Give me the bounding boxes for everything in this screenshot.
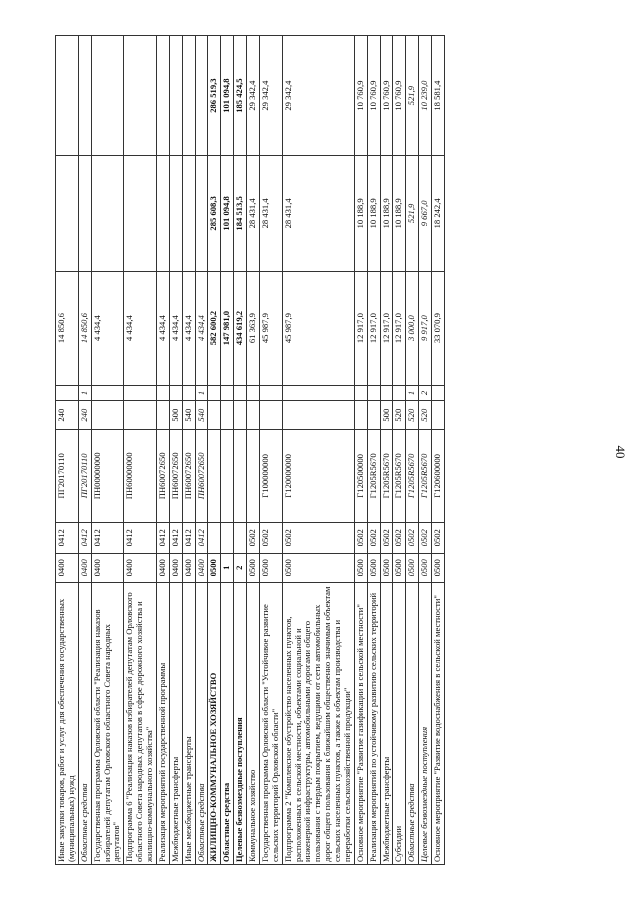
row-source-code — [432, 385, 445, 401]
row-code-rz — [234, 522, 247, 553]
row-amount-2: 18 242,4 — [432, 156, 445, 271]
row-name: Подпрограмма 6 "Реализация наказов избирателей депутатам Орловского областного Совета народных депутатов в сфере дорожного хозяйства и жилищно-коммунального хозяйства" — [124, 582, 157, 864]
row-amount-2: 28 431,4 — [259, 156, 282, 271]
row-amount-3: 10 760,9 — [380, 36, 393, 156]
table-row — [169, 36, 182, 865]
row-amount-3 — [124, 36, 157, 156]
row-target-article: ПН00000000 — [91, 430, 124, 523]
table-row — [56, 36, 79, 865]
row-source-code — [221, 385, 234, 401]
row-amount-1: 12 917,0 — [354, 271, 367, 385]
row-expense-type: 520 — [419, 401, 432, 430]
row-code-gr: 0400 — [182, 553, 195, 582]
table-row — [406, 36, 419, 865]
row-code-rz: 0412 — [169, 522, 182, 553]
row-amount-1: 45 987,9 — [259, 271, 282, 385]
row-expense-type: 540 — [195, 401, 208, 430]
row-expense-type — [91, 401, 124, 430]
table-row — [419, 36, 432, 865]
row-target-article — [221, 430, 234, 523]
row-amount-2 — [124, 156, 157, 271]
row-amount-1: 12 917,0 — [393, 271, 406, 385]
row-source-code — [393, 385, 406, 401]
row-amount-3: 10 760,9 — [354, 36, 367, 156]
row-code-rz: 0412 — [195, 522, 208, 553]
row-code-rz: 0502 — [419, 522, 432, 553]
row-amount-2 — [78, 156, 91, 271]
row-code-gr: 0500 — [282, 553, 354, 582]
row-target-article: ПГ20170110 — [78, 430, 91, 523]
row-amount-3 — [56, 36, 79, 156]
row-amount-3: 29 342,4 — [259, 36, 282, 156]
row-name: Государственная программа Орловской области "Устойчивое развитие сельских территорий Орловской области" — [259, 582, 282, 864]
row-expense-type — [282, 401, 354, 430]
row-name: Межбюджетные трансферты — [169, 582, 182, 864]
row-expense-type: 520 — [406, 401, 419, 430]
row-code-gr: 0400 — [169, 553, 182, 582]
row-code-rz — [221, 522, 234, 553]
row-code-gr: 1 — [221, 553, 234, 582]
row-code-rz: 0502 — [247, 522, 260, 553]
row-code-gr: 0500 — [247, 553, 260, 582]
row-source-code — [234, 385, 247, 401]
row-amount-3: 521,9 — [406, 36, 419, 156]
row-code-rz: 0412 — [156, 522, 169, 553]
row-name: Подпрограмма 2 "Комплексное обустройство населенных пунктов, расположенных в сельской местности, объектами социальной и инженерной инфраструктуры, автомобильными дорогами общего пользования с твердым покрытием, ведущими от сети автомобильных дорог общего пользования к ближайшим общественно значимым объектам сельских населенных пунктов, а также к объектам производства и переработки сельскохозяйственной продукции" — [282, 582, 354, 864]
row-amount-2: 285 608,3 — [208, 156, 221, 271]
table-row — [78, 36, 91, 865]
row-amount-3: 10 239,0 — [419, 36, 432, 156]
row-target-article: Г120600000 — [432, 430, 445, 523]
row-code-rz: 0502 — [367, 522, 380, 553]
row-code-gr: 0500 — [419, 553, 432, 582]
row-source-code — [169, 385, 182, 401]
row-code-rz: 0412 — [124, 522, 157, 553]
table-row — [182, 36, 195, 865]
row-amount-2: 10 188,9 — [393, 156, 406, 271]
row-name: Основное мероприятие "Развитие водоснабжения в сельской местности" — [432, 582, 445, 864]
row-amount-2 — [91, 156, 124, 271]
row-amount-3: 29 342,4 — [282, 36, 354, 156]
row-name: Областные средства — [406, 582, 419, 864]
row-target-article: Г1205R5670 — [380, 430, 393, 523]
row-source-code: 1 — [406, 385, 419, 401]
row-amount-3 — [182, 36, 195, 156]
table-row — [195, 36, 208, 865]
row-code-gr: 0500 — [367, 553, 380, 582]
row-name: Коммунальное хозяйство — [247, 582, 260, 864]
row-amount-1: 33 070,9 — [432, 271, 445, 385]
row-amount-1: 12 917,0 — [380, 271, 393, 385]
row-amount-2: 9 667,0 — [419, 156, 432, 271]
row-target-article: Г1205R5670 — [367, 430, 380, 523]
row-source-code — [182, 385, 195, 401]
table-row — [432, 36, 445, 865]
row-target-article: ПН60072650 — [182, 430, 195, 523]
row-source-code — [380, 385, 393, 401]
row-amount-2 — [195, 156, 208, 271]
row-amount-3 — [78, 36, 91, 156]
row-amount-2: 184 513,5 — [234, 156, 247, 271]
budget-table — [55, 35, 445, 865]
row-code-rz: 0412 — [182, 522, 195, 553]
row-amount-1: 582 600,2 — [208, 271, 221, 385]
row-target-article: ПН60000000 — [124, 430, 157, 523]
table-row — [91, 36, 124, 865]
row-code-rz: 0502 — [354, 522, 367, 553]
row-amount-3 — [169, 36, 182, 156]
row-expense-type — [247, 401, 260, 430]
row-target-article: Г1205R5670 — [419, 430, 432, 523]
table-row — [259, 36, 282, 865]
row-source-code — [56, 385, 79, 401]
row-amount-2: 10 188,9 — [380, 156, 393, 271]
row-target-article: ПН60072650 — [169, 430, 182, 523]
row-amount-1: 4 434,4 — [156, 271, 169, 385]
row-code-rz: 0502 — [282, 522, 354, 553]
row-target-article: Г1205R5670 — [393, 430, 406, 523]
row-source-code — [124, 385, 157, 401]
row-amount-2: 101 094,8 — [221, 156, 234, 271]
row-source-code: 2 — [419, 385, 432, 401]
row-expense-type: 540 — [182, 401, 195, 430]
table-row — [393, 36, 406, 865]
table-row — [367, 36, 380, 865]
row-code-gr: 0400 — [56, 553, 79, 582]
row-amount-1: 61 363,9 — [247, 271, 260, 385]
row-code-rz: 0412 — [91, 522, 124, 553]
row-source-code — [259, 385, 282, 401]
row-amount-2: 521,9 — [406, 156, 419, 271]
row-name: Субсидии — [393, 582, 406, 864]
row-amount-1: 4 434,4 — [182, 271, 195, 385]
row-source-code — [354, 385, 367, 401]
row-source-code: 1 — [195, 385, 208, 401]
row-amount-1: 4 434,4 — [124, 271, 157, 385]
row-code-gr: 0500 — [432, 553, 445, 582]
row-amount-3: 10 760,9 — [367, 36, 380, 156]
row-expense-type — [432, 401, 445, 430]
row-target-article: Г120000000 — [282, 430, 354, 523]
row-code-gr: 0500 — [406, 553, 419, 582]
row-amount-2 — [182, 156, 195, 271]
row-code-gr: 0400 — [156, 553, 169, 582]
row-name: Межбюджетные трансферты — [380, 582, 393, 864]
row-name: Областные средства — [195, 582, 208, 864]
row-target-article: ПН60072650 — [156, 430, 169, 523]
row-amount-1: 45 987,9 — [282, 271, 354, 385]
row-name: Целевые безвозмездные поступления — [419, 582, 432, 864]
row-amount-1: 14 850,6 — [56, 271, 79, 385]
row-source-code — [156, 385, 169, 401]
row-amount-1: 14 850,6 — [78, 271, 91, 385]
row-name: Государственная программа Орловской области "Реализация наказов избирателей депутатам Орловского областного Совета народных депутатов" — [91, 582, 124, 864]
row-amount-3 — [195, 36, 208, 156]
row-code-gr: 0500 — [393, 553, 406, 582]
row-amount-3: 101 094,8 — [221, 36, 234, 156]
row-source-code — [282, 385, 354, 401]
row-target-article — [247, 430, 260, 523]
row-amount-2: 28 431,4 — [247, 156, 260, 271]
row-expense-type — [221, 401, 234, 430]
table-row — [282, 36, 354, 865]
row-name: Реализация мероприятий государственной программы — [156, 582, 169, 864]
row-name: ЖИЛИЩНО-КОММУНАЛЬНОЕ ХОЗЯЙСТВО — [208, 582, 221, 864]
row-amount-2 — [169, 156, 182, 271]
page-number: 40 — [613, 445, 628, 459]
row-code-rz: 0502 — [259, 522, 282, 553]
row-source-code — [208, 385, 221, 401]
row-code-gr: 2 — [234, 553, 247, 582]
row-expense-type — [124, 401, 157, 430]
row-expense-type — [367, 401, 380, 430]
row-amount-2: 28 431,4 — [282, 156, 354, 271]
row-amount-1: 434 619,2 — [234, 271, 247, 385]
row-name: Иные закупки товаров, работ и услуг для обеспечения государственных (муниципальных) нужд — [56, 582, 79, 864]
table-row — [208, 36, 221, 865]
row-expense-type: 520 — [393, 401, 406, 430]
row-amount-3 — [156, 36, 169, 156]
row-name: Областные средства — [78, 582, 91, 864]
row-expense-type — [208, 401, 221, 430]
row-amount-3 — [91, 36, 124, 156]
row-code-rz — [208, 522, 221, 553]
table-row — [221, 36, 234, 865]
row-source-code: 1 — [78, 385, 91, 401]
row-code-rz: 0502 — [406, 522, 419, 553]
row-expense-type: 240 — [78, 401, 91, 430]
row-name: Реализация мероприятий по устойчивому развитию сельских территорий — [367, 582, 380, 864]
row-target-article: Г1205R5670 — [406, 430, 419, 523]
row-code-rz: 0502 — [432, 522, 445, 553]
row-source-code — [91, 385, 124, 401]
row-amount-1: 12 917,0 — [367, 271, 380, 385]
row-source-code — [247, 385, 260, 401]
row-source-code — [367, 385, 380, 401]
row-amount-1: 147 981,0 — [221, 271, 234, 385]
table-row — [354, 36, 367, 865]
budget-table-body — [56, 36, 445, 865]
row-amount-2: 10 188,9 — [367, 156, 380, 271]
row-code-gr: 0400 — [195, 553, 208, 582]
table-row — [156, 36, 169, 865]
row-name: Целевые безвозмездные поступления — [234, 582, 247, 864]
row-code-gr: 0400 — [124, 553, 157, 582]
row-code-gr: 0500 — [354, 553, 367, 582]
row-target-article — [208, 430, 221, 523]
row-code-rz: 0412 — [56, 522, 79, 553]
row-amount-2 — [56, 156, 79, 271]
row-code-rz: 0502 — [393, 522, 406, 553]
row-code-rz: 0412 — [78, 522, 91, 553]
row-amount-3: 18 581,4 — [432, 36, 445, 156]
row-amount-1: 9 917,0 — [419, 271, 432, 385]
row-code-gr: 0400 — [78, 553, 91, 582]
row-amount-3: 185 424,5 — [234, 36, 247, 156]
row-expense-type: 500 — [380, 401, 393, 430]
budget-table-sheet — [55, 35, 600, 865]
row-name: Иные межбюджетные трансферты — [182, 582, 195, 864]
row-name: Основное мероприятие "Развитие газификации в сельской местности" — [354, 582, 367, 864]
row-target-article: Г120500000 — [354, 430, 367, 523]
row-amount-1: 4 434,4 — [91, 271, 124, 385]
table-row — [380, 36, 393, 865]
row-target-article: ПН60072650 — [195, 430, 208, 523]
table-row — [124, 36, 157, 865]
row-amount-3: 10 760,9 — [393, 36, 406, 156]
row-amount-1: 4 434,4 — [169, 271, 182, 385]
row-amount-3: 286 519,3 — [208, 36, 221, 156]
row-amount-3: 29 342,4 — [247, 36, 260, 156]
row-amount-2 — [156, 156, 169, 271]
row-expense-type — [259, 401, 282, 430]
row-expense-type — [234, 401, 247, 430]
row-code-gr: 0500 — [259, 553, 282, 582]
row-target-article: ПГ20170110 — [56, 430, 79, 523]
row-amount-1: 4 434,4 — [195, 271, 208, 385]
row-code-rz: 0502 — [380, 522, 393, 553]
row-code-gr: 0500 — [208, 553, 221, 582]
row-target-article — [234, 430, 247, 523]
row-amount-2: 10 188,9 — [354, 156, 367, 271]
row-code-gr: 0400 — [91, 553, 124, 582]
row-expense-type: 240 — [56, 401, 79, 430]
row-code-gr: 0500 — [380, 553, 393, 582]
row-amount-1: 3 000,0 — [406, 271, 419, 385]
row-expense-type — [354, 401, 367, 430]
row-expense-type: 500 — [169, 401, 182, 430]
row-target-article: Г100000000 — [259, 430, 282, 523]
row-name: Областные средства — [221, 582, 234, 864]
row-expense-type — [156, 401, 169, 430]
table-row — [247, 36, 260, 865]
table-row — [234, 36, 247, 865]
